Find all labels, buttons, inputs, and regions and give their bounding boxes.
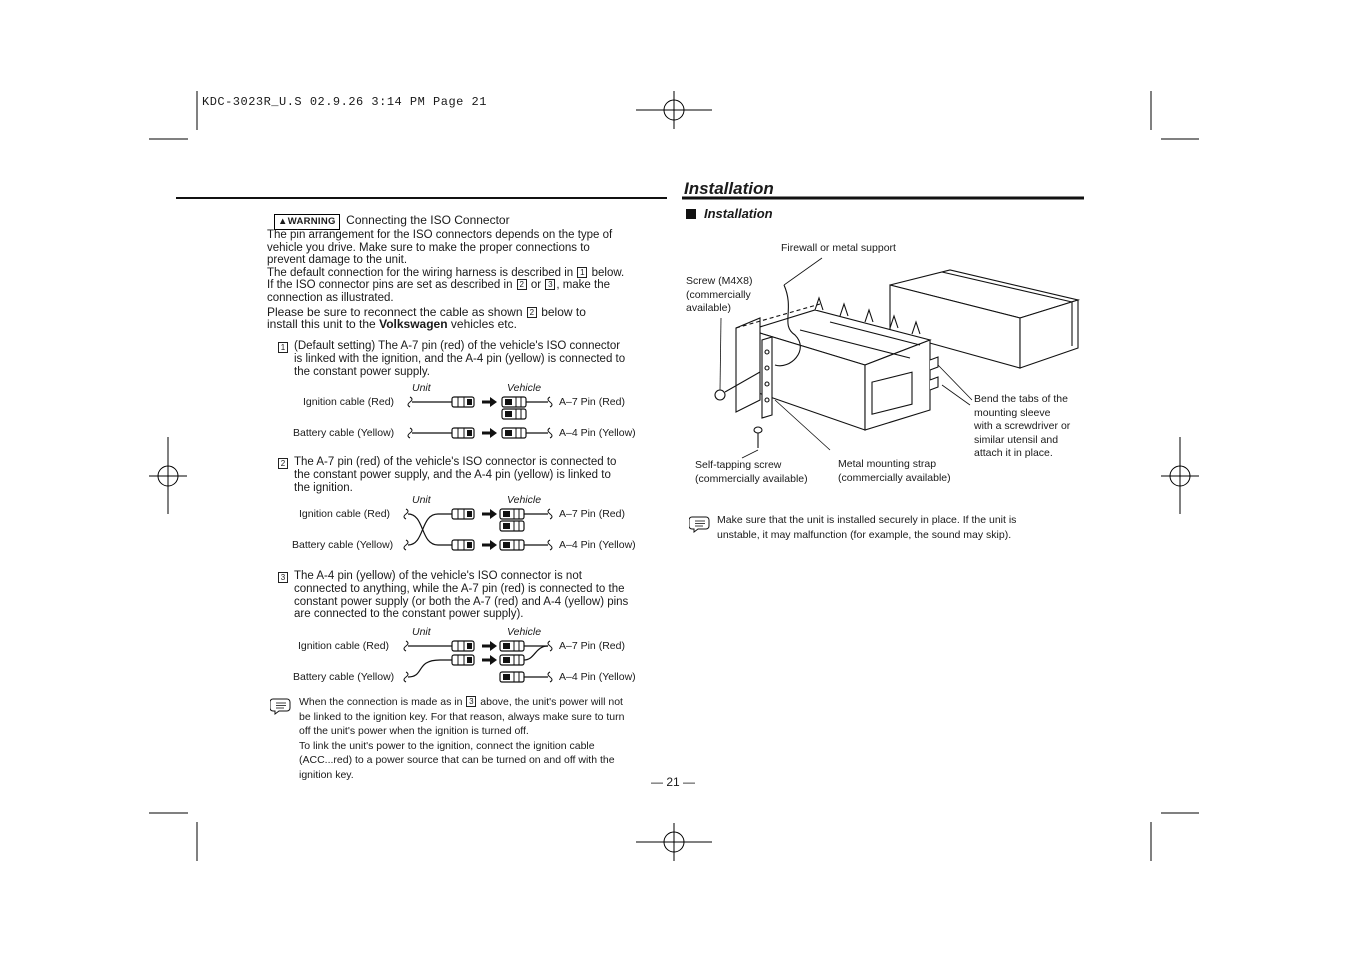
item-line: are connected to the constant power supply). <box>294 608 524 621</box>
item-line: connected to anything, while the A-7 pin (red) is connected to the <box>294 582 625 595</box>
label-bend-line: attach it in place. <box>974 447 1053 460</box>
iso-note <box>299 695 624 782</box>
print-slug: KDC-3023R_U.S 02.9.26 3:14 PM Page 21 <box>202 95 487 109</box>
item-line: the constant power supply, and the A-4 pin (yellow) is linked to <box>294 468 611 481</box>
box-number: 2 <box>527 307 537 318</box>
diagram3-ignition-label: Ignition cable (Red) <box>298 640 390 652</box>
iso-note-line: (ACC...red) to a power source that can be turned on and off with the <box>299 754 615 766</box>
label-strap-line: Metal mounting strap <box>838 458 937 470</box>
intro-text: The default connection for the wiring harness is described in <box>267 266 574 279</box>
intro-text: below. <box>591 266 625 279</box>
warning-badge-text: WARNING <box>287 216 336 227</box>
label-bend-line: with a screwdriver or <box>974 420 1071 433</box>
diagram1-vehicle-label: Vehicle <box>507 382 542 394</box>
installation-note <box>717 513 1016 543</box>
label-bend-line: similar utensil and <box>974 433 1059 446</box>
subsection-title: Installation <box>704 206 773 221</box>
label-tap-line: Self-tapping screw <box>695 459 782 471</box>
box-number: 2 <box>517 279 527 290</box>
note-icon <box>270 697 292 715</box>
intro-text: Please be sure to reconnect the cable as shown <box>267 304 523 319</box>
box-number: 1 <box>278 342 288 353</box>
iso-heading: Connecting the ISO Connector <box>346 213 510 227</box>
list-item-1 <box>277 340 667 378</box>
box-number: 2 <box>278 458 288 469</box>
diagram1-ignition-label: Ignition cable (Red) <box>303 396 395 408</box>
label-bend-tabs <box>974 393 1070 461</box>
label-bend-line: mounting sleeve <box>974 406 1051 419</box>
intro-text: , make the <box>556 279 611 292</box>
diagram3-battery-label: Battery cable (Yellow) <box>293 671 395 683</box>
label-screw-line: Screw (M4X8) <box>686 275 753 287</box>
intro-line <box>267 318 667 331</box>
iso-note-line <box>299 695 624 710</box>
label-self-tapping-screw <box>695 458 808 486</box>
page-number: — 21 — <box>651 775 696 789</box>
mounting-strap <box>762 337 772 418</box>
iso-note-line: be linked to the ignition key. For that reason, always make sure to turn <box>299 710 625 723</box>
label-screw <box>686 275 753 316</box>
item-line: the constant power supply. <box>294 365 430 378</box>
diagram1-a4-label: A–4 Pin (Yellow) <box>559 427 636 439</box>
label-bend-line: Bend the tabs of the <box>974 393 1068 405</box>
intro-line: vehicle you drive. Make sure to make the proper connections to <box>267 241 590 254</box>
iso-note-text: When the connection is made as in <box>299 696 463 708</box>
note-icon <box>689 515 711 533</box>
intro-text: vehicles etc. <box>450 317 517 332</box>
label-firewall: Firewall or metal support <box>781 242 896 254</box>
iso-note-text: above, the unit's power will not <box>480 696 623 708</box>
item-line: is linked with the ignition, and the A-4 pin (yellow) is connected to <box>294 352 626 365</box>
list-item-2 <box>277 456 667 494</box>
installation-note-line: unstable, it may malfunction (for example, the sound may skip). <box>717 529 1012 541</box>
label-mounting-strap <box>838 457 951 485</box>
iso-intro <box>267 229 667 331</box>
iso-note-line: To link the unit's power to the ignition, connect the ignition cable <box>299 739 595 752</box>
section-title: Installation <box>684 179 774 198</box>
item-line: constant power supply (or both the A-7 (red) and A-4 (yellow) pins <box>294 595 629 608</box>
diagram2-ignition-label: Ignition cable (Red) <box>299 508 391 520</box>
intro-text: below to <box>541 304 586 319</box>
square-bullet-icon <box>686 209 696 219</box>
intro-line <box>267 279 667 292</box>
iso-note-line: ignition key. <box>299 768 354 781</box>
screw-bottom <box>754 427 762 448</box>
intro-line <box>267 267 667 280</box>
diagram3-a7-label: A–7 Pin (Red) <box>559 640 625 652</box>
iso-note-line: off the unit's power when the ignition is turned off. <box>299 725 529 737</box>
label-screw-line: (commercially <box>686 288 751 301</box>
item-line: the ignition. <box>294 481 353 494</box>
label-tap-line: (commercially available) <box>695 473 808 485</box>
diagram3-a4-label: A–4 Pin (Yellow) <box>559 671 636 683</box>
registration-mark-left <box>149 437 187 514</box>
diagram3-vehicle-label: Vehicle <box>507 626 542 638</box>
intro-text: or <box>530 279 542 292</box>
list-item-3 <box>277 570 667 621</box>
box-number: 3 <box>545 279 555 290</box>
item-line: The A-7 pin (red) of the vehicle's ISO connector is connected to <box>294 456 617 468</box>
registration-mark-top <box>636 91 712 129</box>
intro-text: install this unit to the <box>267 317 376 332</box>
box-number: 3 <box>278 572 288 583</box>
registration-mark-bottom <box>636 823 712 861</box>
intro-text: If the ISO connector pins are set as described in <box>267 279 513 292</box>
diagram1-a7-label: A–7 Pin (Red) <box>559 396 625 408</box>
item-line: (Default setting) The A-7 pin (red) of the vehicle's ISO connector <box>294 340 621 352</box>
intro-line: connection as illustrated. <box>267 291 394 304</box>
warning-badge: ▲WARNING <box>274 214 340 230</box>
diagram3-unit-label: Unit <box>412 626 431 638</box>
intro-line: prevent damage to the unit. <box>267 254 408 267</box>
diagram2-unit-label: Unit <box>412 494 431 506</box>
label-strap-line: (commercially available) <box>838 472 951 484</box>
box-number: 1 <box>577 267 587 278</box>
item-line: The A-4 pin (yellow) of the vehicle's ISO connector is not <box>294 570 582 582</box>
diagram2-a4-label: A–4 Pin (Yellow) <box>559 539 636 551</box>
diagram1-unit-label: Unit <box>412 382 431 394</box>
diagram1-battery-label: Battery cable (Yellow) <box>293 427 395 439</box>
diagram2-a7-label: A–7 Pin (Red) <box>559 508 625 520</box>
registration-mark-right <box>1161 437 1199 514</box>
installation-note-line: Make sure that the unit is installed securely in place. If the unit is <box>717 514 1017 526</box>
warning-heading <box>274 211 510 230</box>
diagram2-battery-label: Battery cable (Yellow) <box>292 539 394 551</box>
diagram2-vehicle-label: Vehicle <box>507 494 542 506</box>
label-screw-line: available) <box>686 302 731 314</box>
volkswagen-emphasis: Volkswagen <box>379 317 448 332</box>
intro-line: The pin arrangement for the ISO connectors depends on the type of <box>267 229 613 241</box>
box-number: 3 <box>466 696 476 707</box>
